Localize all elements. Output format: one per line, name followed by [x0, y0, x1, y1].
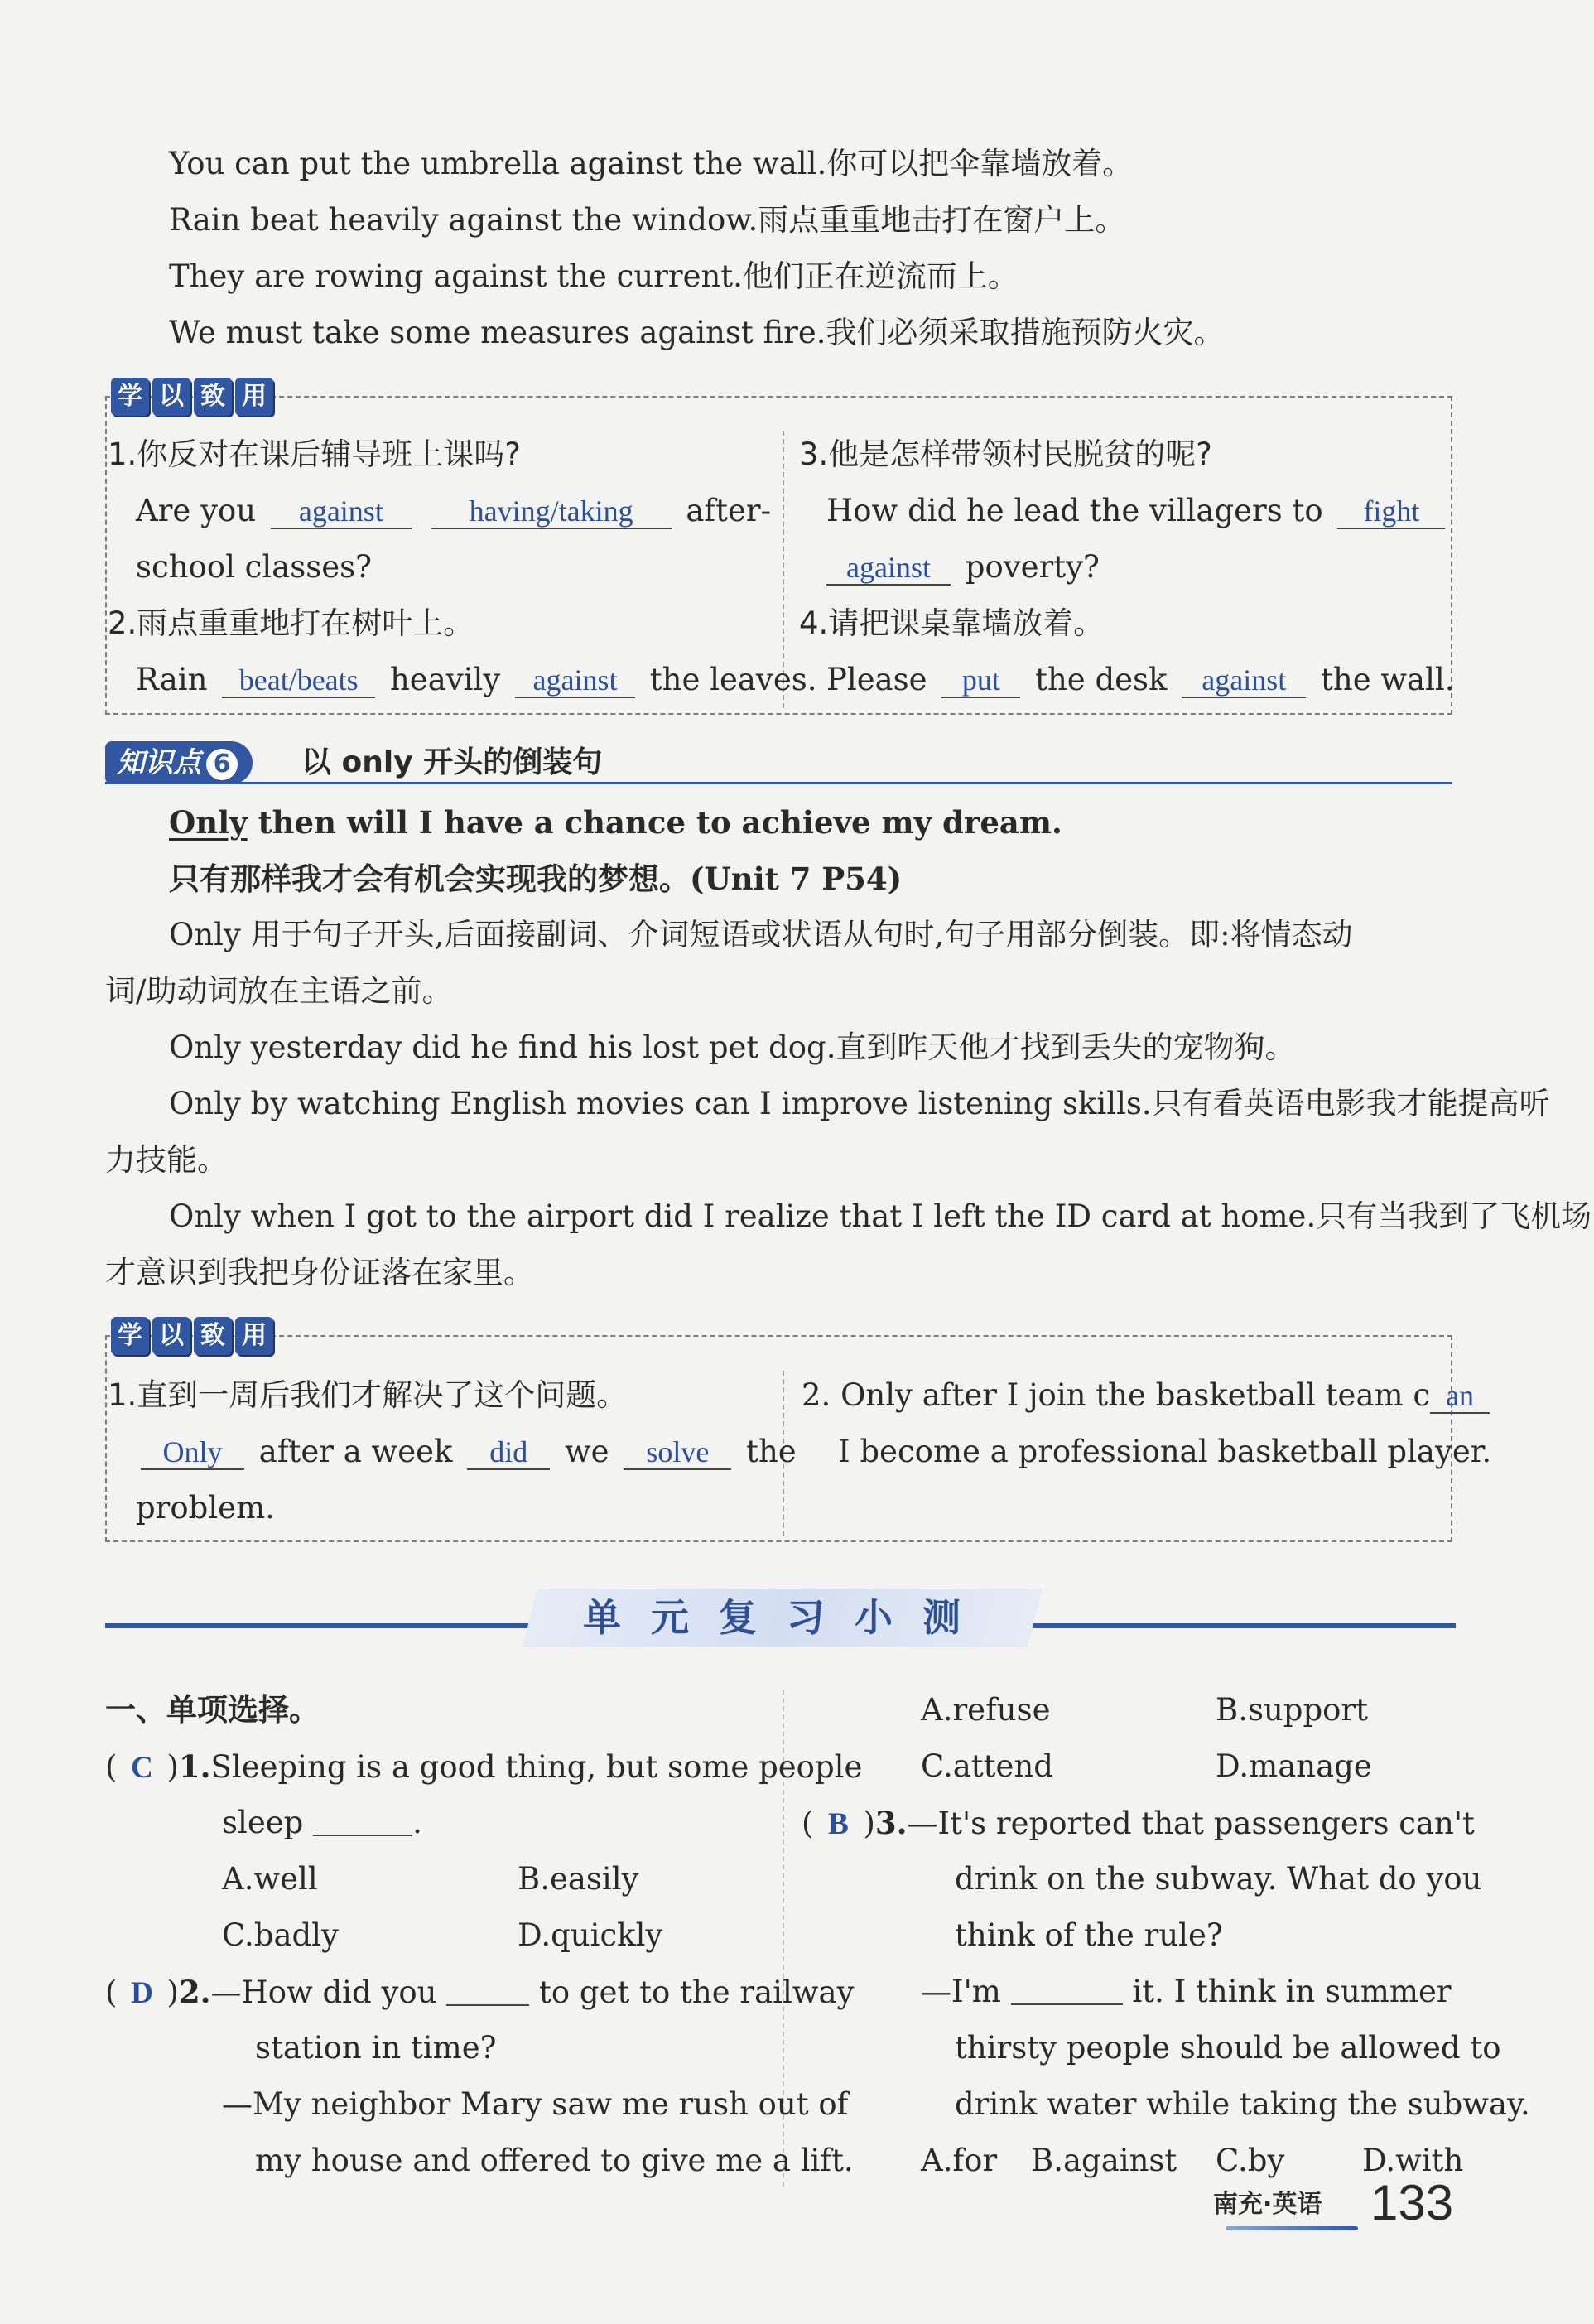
intro-example-4: We must take some measures against fire.我们必须采取措施预防火灾。 [169, 315, 1225, 350]
question-blank [1011, 1977, 1123, 2005]
knowledge-number: 6 [206, 749, 238, 780]
p1-q4-line: Please put the desk against the wall. [826, 662, 1455, 697]
mc-q2-option-d: D.manage [1216, 1748, 1372, 1784]
banner-rule-left [105, 1623, 536, 1628]
knowledge-explain-2: 词/助动词放在主语之前。 [105, 973, 453, 1009]
p2-q1-line: Only after a week did we solve the [136, 1431, 797, 1473]
knowledge-ex-2a: Only by watching English movies can I improve listening skills.只有看英语电影我才能提高听 [169, 1086, 1550, 1121]
p1-q4-title: 4.请把课桌靠墙放着。 [799, 605, 1105, 641]
tag-char: 学 [111, 378, 149, 416]
answer-blank: put [941, 663, 1020, 698]
knowledge-title: 以 only 开头的倒装句 [301, 745, 603, 779]
question-blank [446, 1978, 529, 2006]
mc-q1-option-c: C.badly [222, 1917, 339, 1953]
answer-blank: beat/beats [222, 663, 375, 698]
mc-q2-option-c: C.attend [921, 1748, 1053, 1784]
p2-q2-line2: I become a professional basketball player. [838, 1434, 1492, 1469]
answer-blank: fight [1337, 494, 1445, 529]
banner-rule-right [1027, 1623, 1456, 1628]
knowledge-explain-1: Only 用于句子开头,后面接副词、介词短语或状语从句时,句子用部分倒装。即:将情态动 [169, 917, 1353, 952]
knowledge-example-zh: 只有那样我才会有机会实现我的梦想。(Unit 7 P54) [169, 861, 903, 897]
answer-blank: solve [624, 1435, 731, 1470]
footer-underline [1226, 2226, 1358, 2230]
mc-q3-answer: B [828, 1807, 849, 1841]
answer-blank: against [826, 551, 951, 586]
mc-q3-stem-4: —I'm it. I think in summer [921, 1974, 1452, 2009]
answer-blank: against [1182, 663, 1306, 698]
practice-tag-1 [111, 378, 273, 416]
mc-q2-stem-4: my house and offered to give me a lift. [255, 2143, 854, 2178]
answer-blank: Only [141, 1435, 244, 1470]
answer-blank: against [271, 494, 412, 529]
mc-q2-stem-2: station in time? [255, 2030, 497, 2066]
mc-q2-option-a: A.refuse [921, 1692, 1051, 1728]
mc-q2-option-b: B.support [1216, 1692, 1368, 1728]
knowledge-rule [105, 782, 1452, 784]
mc-q1-option-b: B.easily [518, 1861, 639, 1897]
knowledge-ex-3a: Only when I got to the airport did I realize that I left the ID card at home.只有当我到了飞机场 [169, 1198, 1592, 1234]
page-number: 133 [1370, 2175, 1454, 2230]
practice-tag-2 [111, 1317, 273, 1355]
p1-q1-line: Are you against having/taking after- [136, 493, 772, 528]
mc-q2-stem: ( D )2.—How did you to get to the railway [105, 1971, 854, 2014]
p1-q1-line2: school classes? [136, 549, 372, 585]
unit-review-title: 单元复习小测 [583, 1595, 990, 1640]
tag-char: 以 [152, 1317, 190, 1355]
answer-blank: against [515, 663, 635, 698]
knowledge-example-en: Only then will I have a chance to achieve my dream. [169, 804, 1062, 841]
mc-q1-answer: C [131, 1751, 153, 1785]
p1-q3-line2: against poverty? [821, 547, 1100, 588]
answer-blank: an [1430, 1379, 1490, 1414]
mc-q1-stem-2: sleep . [222, 1805, 422, 1840]
book-label: 南充·英语 [1213, 2190, 1322, 2219]
mc-q2-answer: D [131, 1976, 153, 2010]
mc-q1-stem: ( C )1.Sleeping is a good thing, but some people [105, 1746, 862, 1789]
answer-blank: did [467, 1435, 550, 1470]
mc-q1-option-a: A.well [222, 1861, 318, 1897]
intro-example-1: You can put the umbrella against the wall.你可以把伞靠墙放着。 [169, 146, 1134, 181]
knowledge-ex-2b: 力技能。 [105, 1142, 228, 1178]
answer-blank: having/taking [431, 494, 672, 529]
p1-q3-line: How did he lead the villagers to fight [826, 490, 1450, 532]
tag-char: 用 [235, 378, 273, 416]
p1-q1-title: 1.你反对在课后辅导班上课吗? [108, 436, 521, 472]
mc-q3-option-b: B.against [1031, 2143, 1177, 2178]
mc-q3-stem-5: thirsty people should be allowed to [955, 2030, 1501, 2066]
tag-char: 学 [111, 1317, 149, 1355]
tag-char: 致 [194, 1317, 232, 1355]
mc-q3-stem: ( B )3.—It's reported that passengers can't [802, 1802, 1475, 1845]
section-title: 一、单项选择。 [105, 1692, 320, 1728]
knowledge-badge: 知识点 6 [105, 741, 253, 784]
mc-q3-stem-3: think of the rule? [955, 1917, 1223, 1953]
intro-example-3: They are rowing against the current.他们正在逆流而上。 [169, 258, 1019, 294]
p2-q1-title: 1.直到一周后我们才解决了这个问题。 [108, 1377, 628, 1413]
knowledge-ex-1: Only yesterday did he find his lost pet dog.直到昨天他才找到丢失的宠物狗。 [169, 1029, 1296, 1065]
mc-q1-option-d: D.quickly [518, 1917, 663, 1953]
p2-q2-line: 2. Only after I join the basketball team c an [802, 1375, 1495, 1416]
intro-example-2: Rain beat heavily against the window.雨点重重地击打在窗户上。 [169, 202, 1126, 238]
p1-q2-line: Rain beat/beats heavily against the leaves. [136, 662, 817, 697]
mc-q2-stem-3: —My neighbor Mary saw me rush out of [222, 2086, 849, 2122]
mc-q3-stem-6: drink water while taking the subway. [955, 2086, 1530, 2122]
question-blank [313, 1808, 412, 1836]
mc-q3-option-a: A.for [921, 2143, 998, 2178]
p2-q1-line2: problem. [136, 1490, 275, 1526]
knowledge-ex-3b: 才意识到我把身份证落在家里。 [105, 1255, 534, 1290]
mc-q3-option-d: D.with [1362, 2143, 1464, 2178]
tag-char: 致 [194, 378, 232, 416]
p1-q2-title: 2.雨点重重地打在树叶上。 [108, 605, 474, 641]
mc-q3-stem-2: drink on the subway. What do you [955, 1861, 1482, 1897]
tag-char: 用 [235, 1317, 273, 1355]
tag-char: 以 [152, 378, 190, 416]
p1-q3-title: 3.他是怎样带领村民脱贫的呢? [799, 436, 1212, 472]
mc-q3-option-c: C.by [1216, 2143, 1285, 2178]
